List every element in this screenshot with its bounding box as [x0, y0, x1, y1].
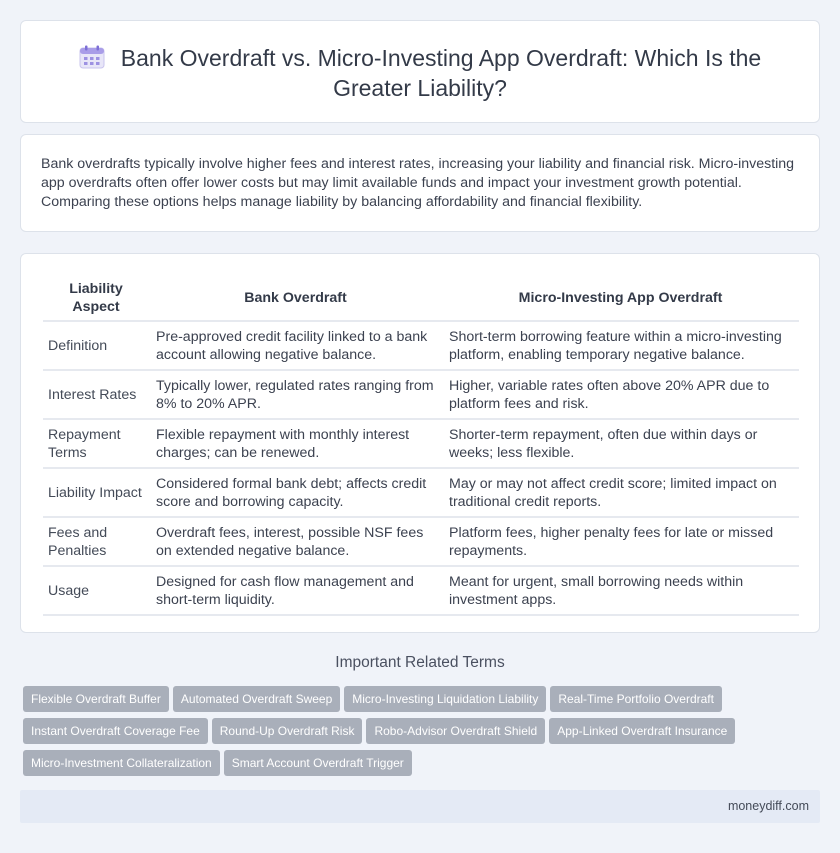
- row-app-value: Short-term borrowing feature within a micro-investing platform, enabling temporary negative balance.: [442, 321, 799, 370]
- table-row: [43, 566, 799, 615]
- row-aspect: Repayment Terms: [43, 419, 149, 468]
- row-app-value: Platform fees, higher penalty fees for late or missed repayments.: [442, 517, 799, 566]
- row-aspect: Liability Impact: [43, 468, 149, 517]
- row-aspect: Definition: [43, 321, 149, 370]
- related-term-tag[interactable]: Automated Overdraft Sweep: [173, 686, 340, 712]
- comparison-table-card: [20, 253, 820, 633]
- page-title: Bank Overdraft vs. Micro-Investing App Overdraft: Which Is the Greater Liability?: [120, 45, 762, 101]
- header-liability-aspect: Liability Aspect: [43, 276, 149, 321]
- summary-card: [20, 134, 820, 232]
- row-app-value: Shorter-term repayment, often due within days or weeks; less flexible.: [442, 419, 799, 468]
- comparison-table: [43, 276, 799, 616]
- related-term-tag[interactable]: Smart Account Overdraft Trigger: [224, 750, 412, 776]
- table-row: [43, 321, 799, 370]
- row-bank-value: Flexible repayment with monthly interest charges; can be renewed.: [149, 419, 442, 468]
- row-bank-value: Pre-approved credit facility linked to a bank account allowing negative balance.: [149, 321, 442, 370]
- title-card: [20, 20, 820, 123]
- table-row: [43, 419, 799, 468]
- header-bank-overdraft: Bank Overdraft: [149, 276, 442, 321]
- summary-text: Bank overdrafts typically involve higher fees and interest rates, increasing your liability and financial risk. Micro-investing app overdrafts often offer lower costs but may limit available funds and impact your investment growth potential. Comparing these options helps manage liability by balancing affordability and financial flexibility.: [41, 156, 795, 210]
- related-term-tag[interactable]: App-Linked Overdraft Insurance: [549, 718, 735, 744]
- tag-row: [23, 686, 823, 718]
- footer-site-name[interactable]: moneydiff.com: [727, 799, 809, 813]
- row-aspect: Fees and Penalties: [43, 517, 149, 566]
- table-header-row: [43, 276, 799, 321]
- row-bank-value: Typically lower, regulated rates ranging from 8% to 20% APR.: [149, 370, 442, 419]
- footer: [20, 790, 820, 823]
- related-term-tag[interactable]: Micro-Investing Liquidation Liability: [344, 686, 546, 712]
- row-app-value: Higher, variable rates often above 20% APR due to platform fees and risk.: [442, 370, 799, 419]
- row-aspect: Usage: [43, 566, 149, 615]
- related-term-tag[interactable]: Real-Time Portfolio Overdraft: [550, 686, 722, 712]
- table-row: [43, 468, 799, 517]
- page-title-wrap: [61, 43, 779, 103]
- related-terms-heading: Important Related Terms: [335, 654, 505, 671]
- related-term-tag[interactable]: Micro-Investment Collateralization: [23, 750, 220, 776]
- header-micro-investing-overdraft: Micro-Investing App Overdraft: [442, 276, 799, 321]
- row-app-value: Meant for urgent, small borrowing needs within investment apps.: [442, 566, 799, 615]
- row-bank-value: Overdraft fees, interest, possible NSF fees on extended negative balance.: [149, 517, 442, 566]
- row-app-value: May or may not affect credit score; limited impact on traditional credit reports.: [442, 468, 799, 517]
- table-row: [43, 517, 799, 566]
- row-bank-value: Designed for cash flow management and short-term liquidity.: [149, 566, 442, 615]
- calendar-icon: [79, 45, 105, 69]
- table-row: [43, 370, 799, 419]
- related-term-tag[interactable]: Robo-Advisor Overdraft Shield: [366, 718, 545, 744]
- tag-row: [23, 750, 823, 782]
- related-term-tag[interactable]: Instant Overdraft Coverage Fee: [23, 718, 208, 744]
- row-aspect: Interest Rates: [43, 370, 149, 419]
- related-term-tag[interactable]: Flexible Overdraft Buffer: [23, 686, 169, 712]
- tag-row: [23, 718, 823, 750]
- related-terms-list: [23, 686, 823, 782]
- row-bank-value: Considered formal bank debt; affects credit score and borrowing capacity.: [149, 468, 442, 517]
- related-term-tag[interactable]: Round-Up Overdraft Risk: [212, 718, 363, 744]
